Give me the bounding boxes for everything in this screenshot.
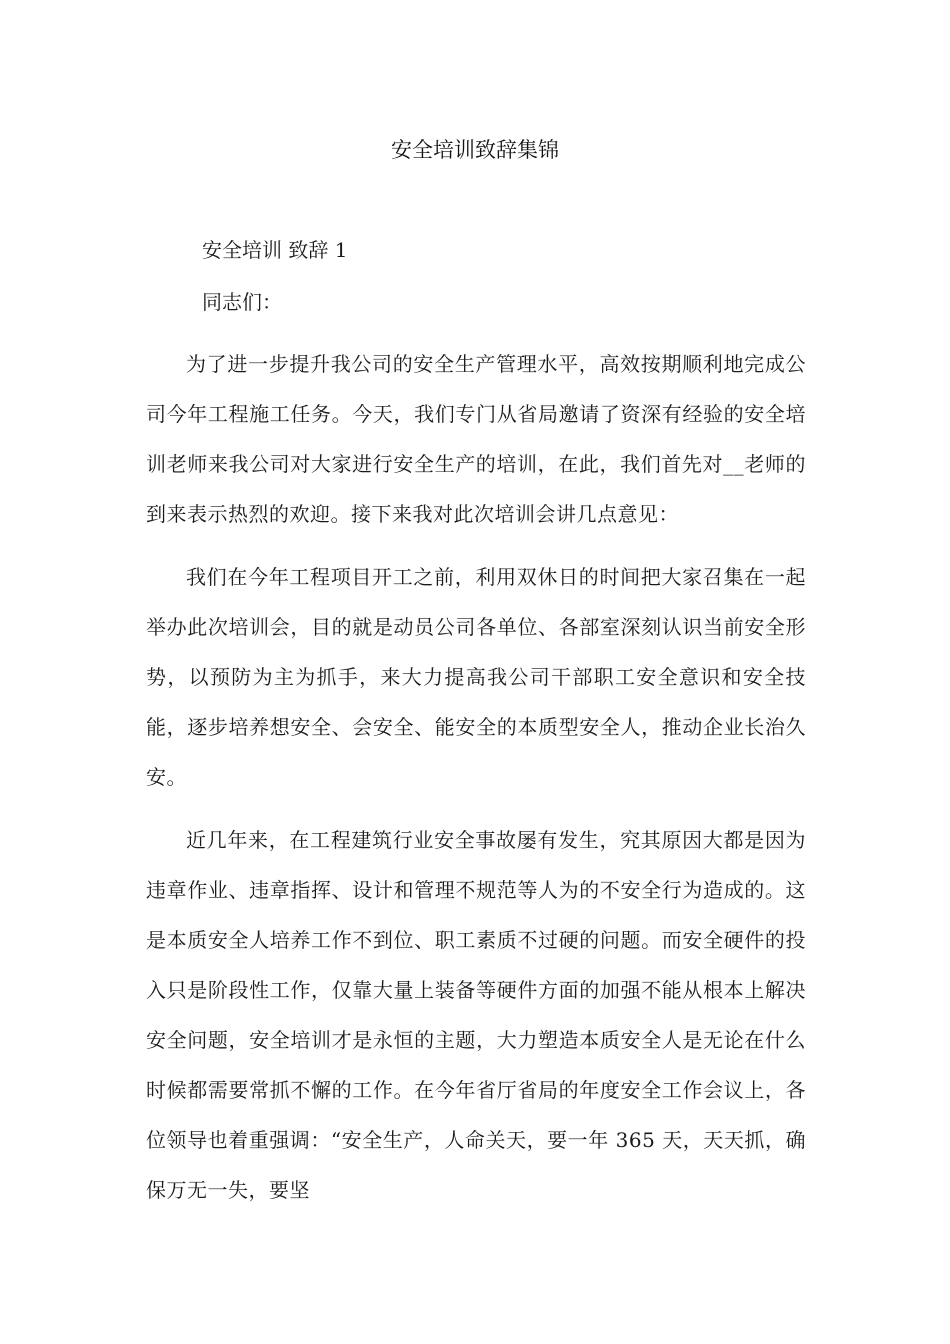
paragraph-2: 我们在今年工程项目开工之前，利用双休日的时间把大家召集在一起举办此次培训会，目的就是动员公司各单位、各部室深刻认识当前安全形势，以预防为主为抓手，来大力提高我公司干部职工安全意识和安全技能，逐步培养想安全、会安全、能安全的本质型安全人，推动企业长治久安。 bbox=[146, 565, 806, 789]
document-title: 安全培训致辞集锦 bbox=[391, 138, 559, 162]
section-heading: 安全培训 致辞 1 bbox=[202, 238, 348, 262]
salutation: 同志们： bbox=[202, 290, 282, 314]
document-body bbox=[146, 235, 806, 1228]
paragraph-3: 近几年来，在工程建筑行业安全事故屡有发生，究其原因大都是因为违章作业、违章指挥、设计和管理不规范等人为的不安全行为造成的。这是本质安全人培养工作不到位、职工素质不过硬的问题。而安全硬件的投入只是阶段性工作，仅靠大量上装备等硬件方面的加强不能从根本上解决安全问题，安全培训才是永恒的主题，大力塑造本质安全人是无论在什么时候都需要常抓不懈的工作。在今年省厅省局的年度安全工作会议上，各位领导也着重强调：“安全生产，人命关天，要一年 365 天，天天抓，确保万无一失，要坚 bbox=[146, 828, 806, 1202]
paragraph-1: 为了进一步提升我公司的安全生产管理水平，高效按期顺利地完成公司今年工程施工任务。今天，我们专门从省局邀请了资深有经验的安全培训老师来我公司对大家进行安全生产的培训，在此，我们首先对__老师的到来表示热烈的欢迎。接下来我对此次培训会讲几点意见： bbox=[146, 352, 806, 526]
